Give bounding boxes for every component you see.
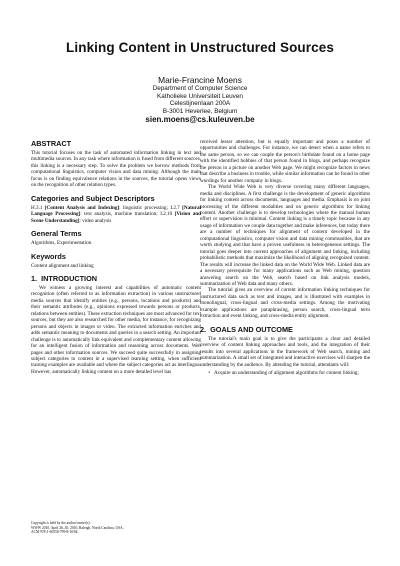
- section-title: GOALS AND OUTCOME: [210, 324, 293, 334]
- categories-heading: Categories and Subject Descriptors: [31, 193, 155, 203]
- right-column: [200, 139, 370, 376]
- author-name: Marie-Francine Moens: [158, 75, 242, 85]
- introduction-paragraph: We witness a growing interest and capabilities of automatic content recognition (often referred to as information extraction) in various unstructured media sources that identify entities (e.g., persons, locations and products) and their semantic attributes (e.g., opinions expressed towards persons or products, relations between entities). These extraction techniques are most advanced for text sources, but they are also researched for other media, for instance, for recognizing persons and objects in images or video. The extracted information enriches and adds semantic meaning to documents and queries in a search setting. An important challenge is to automatically link equivalent and complementary content allowing for an intelligent fusion of information and reasoning across documents. Web pages and other information sources. We succeed quite successfully in assigning subject categories to content in a supervised learning setting, when sufficient training examples are available and where the subject categories act as interlingua. However, automatically linking content on a more detailed level has: [31, 284, 201, 375]
- category-code: H.3.1: [31, 204, 45, 211]
- author-block: [0, 75, 400, 125]
- abstract-text: This tutorial focuses on the task of automated information linking in text and multimedia sources. In any task where information is fused from different sources, this linking is a necessary step. To solve the problem we borrow methods from computational linguistics, computer vision and data mining. Although the main focus is on finding equivalence relations in the sources, the tutorial opens views on the recognition of other relation types.: [31, 150, 201, 189]
- category-desc: : video analysis: [79, 217, 112, 224]
- list-item: [200, 370, 370, 376]
- list-item-text: Acquire an understanding of alignment algorithms for content linking;: [214, 369, 359, 376]
- copyright-notice: [31, 521, 201, 535]
- bullet-icon: •: [208, 369, 210, 376]
- general-terms-heading: General Terms: [31, 229, 82, 239]
- introduction-heading: [31, 274, 201, 283]
- keywords-text: Content alignment and linking: [31, 262, 94, 269]
- category-desc: : text analysis, machine translation; I.2.10: [80, 211, 175, 218]
- body-paragraph: The tutorial gives an overview of current information linking techniques for unstructured data such as text and images, and is illustrated with examples in monolingual, cross-lingual and cross-media settings. Among the motivating example applications are paraphrasing, person search, cross-lingual term extraction and event linking, and cross-media entity alignment.: [200, 287, 370, 320]
- categories-text: [31, 205, 201, 224]
- copyright-line: WWW 2010, April 26–30, 2010, Raleigh, North Carolina, USA.: [31, 525, 124, 530]
- paper-title: Linking Content in Unstructured Sources: [66, 40, 334, 55]
- general-terms-text: Algorithms, Experimentation: [31, 240, 92, 247]
- category-term: [Vision and Scene Understanding]: [31, 211, 202, 224]
- section-number: 2.: [200, 324, 207, 334]
- keywords-heading: Keywords: [31, 251, 66, 261]
- abstract-heading: ABSTRACT: [31, 139, 72, 148]
- section-number: 1.: [31, 273, 38, 283]
- goals-list: [200, 370, 370, 376]
- section-title: INTRODUCTION: [41, 273, 98, 283]
- goals-heading: [200, 325, 370, 334]
- left-column: [31, 139, 201, 375]
- body-paragraph: The World Wide Web is very diverse covering many different languages, media and disciplines. A first challenge is the development of generic algorithms for linking content across documents, languages and media. Emphasis is on joint processing of the different modalities and on generic algorithms for linking content. Another challenge is to develop technologies where the manual human effort or supervision is minimal. Content linking is a timely topic because in any usage of information we couple data together and make inferences, but today there are a number of techniques for alignment of content developed in the computational linguistics, computer vision and data mining communities, that are worth studying and that have a proven usefulness in heterogeneous settings. The tutorial goes deeper into current approaches of alignment and linking, including probabilistic methods that maximize the likelihood of aligning recognized content. The results will increase the linked data on the World Wide Web. Linked data are a necessary prerequisite for many applications such as Web mining, question answering search on the Web, search based on link analysis models, summarization of Web data and many others.: [200, 184, 371, 287]
- category-term: [Content Analysis and Indexing]: [44, 204, 120, 211]
- author-department: Department of Computer Science: [152, 85, 248, 92]
- author-institution: Katholieke Universiteit Leuven: [157, 92, 243, 100]
- copyright-line: Copyright is held by the author/owner(s).: [31, 521, 91, 525]
- author-street: Celestijnenlaan 200A: [169, 100, 231, 108]
- category-term: [Natural Language Processing]: [31, 204, 201, 218]
- author-city: B-3001 Heverlee, Belgium: [162, 107, 238, 115]
- body-paragraph: received lesser attention, but is equally important and poses a number of opportunities and challenges. For instance, we can detect when a name refers to the same person, so we can couple the person's birthdate found on a home page with the identified hobbies of that person found in blogs, and perhaps recognize the person in a picture on another Web page. We might recognize factors in news that describe a business in trouble, while similar information can be found in other wordings for another company in blogs.: [200, 139, 370, 184]
- goals-paragraph: The tutorial's main goal is to give the participants a clear and detailed overview of content linking approaches and tools, and the integration of their results into several applications in the framework of Web search, mining and summarization. A small set of integrated and interactive exercises will sharpen the understanding by the audience. By attending the tutorial, attendants will:: [200, 335, 370, 368]
- copyright-line: ACM 978-1-60558-799-8/10/04.: [31, 530, 79, 535]
- category-desc: : linguistic processing; I.2.7: [119, 204, 183, 211]
- author-email[interactable]: sien.moens@cs.kuleuven.be: [145, 115, 255, 125]
